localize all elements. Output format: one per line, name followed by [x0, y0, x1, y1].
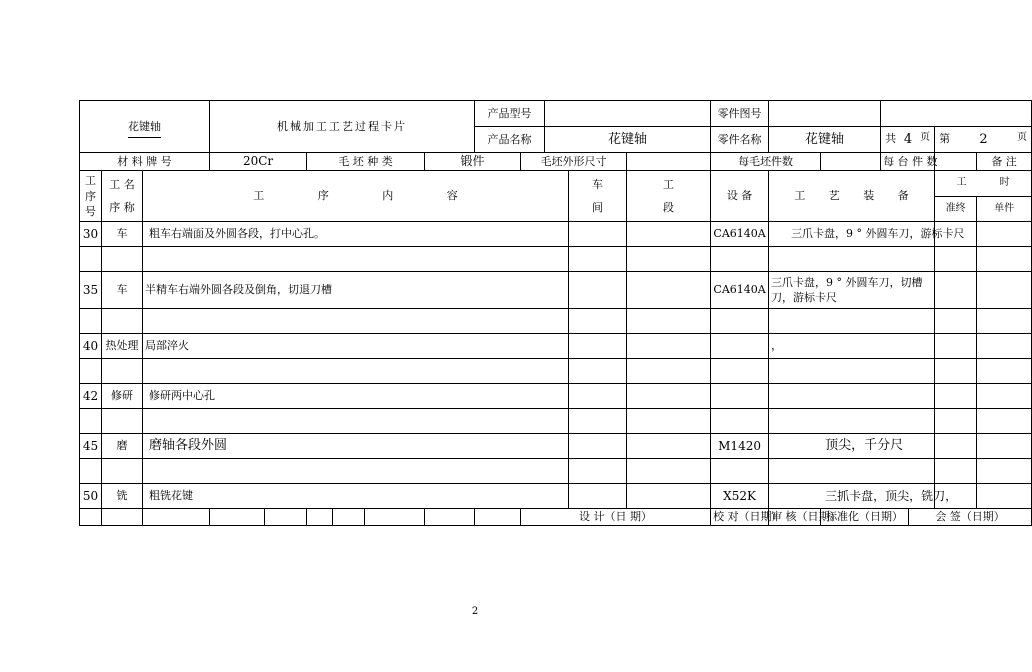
op-tooling: 三爪卡盘，9 ° 外圆车刀，切槽刀，游标卡尺 — [769, 272, 935, 309]
current-page: 2 — [979, 131, 988, 147]
op-time-prep — [935, 434, 977, 459]
col-workshop-1: 车 — [592, 178, 604, 191]
blank-size-value[interactable] — [627, 153, 711, 171]
table-row — [80, 409, 1032, 434]
op-equipment: M1420 — [711, 434, 769, 459]
page-number: 2 — [471, 606, 479, 617]
part-label: 花键轴 — [80, 101, 210, 153]
part-name-label: 零件名称 — [711, 127, 769, 153]
col-content-header: 工 序 内 容 — [143, 171, 569, 222]
design-signature[interactable]: 设 计（日 期） — [521, 509, 711, 526]
col-time-header — [935, 171, 1032, 222]
op-name: 热处理 — [102, 334, 143, 359]
current-label: 第 — [939, 131, 951, 145]
op-time-unit — [977, 434, 1032, 459]
card-title: 机械加工工艺过程卡片 — [210, 101, 475, 153]
op-workshop — [569, 384, 627, 409]
col-op-name-1: 工 名 — [109, 178, 135, 191]
op-name: 车 — [102, 222, 143, 247]
material-value[interactable]: 20Cr — [210, 153, 307, 171]
op-name: 车 — [102, 272, 143, 309]
op-time-unit — [977, 334, 1032, 359]
op-section — [627, 222, 711, 247]
op-workshop — [569, 334, 627, 359]
op-content: 半精车右端外圆各段及倒角，切退刀槽 — [143, 272, 569, 309]
table-row — [80, 309, 1032, 334]
op-section — [627, 272, 711, 309]
op-equipment: CA6140A — [711, 272, 769, 309]
review-signature[interactable]: 审 核（日期） — [769, 509, 821, 526]
op-workshop — [569, 272, 627, 309]
op-time-prep — [935, 334, 977, 359]
standard-signature[interactable]: 标准化（日期） — [821, 509, 909, 526]
op-content: 粗车右端面及外圆各段，打中心孔。 — [143, 222, 569, 247]
op-no: 40 — [80, 334, 102, 359]
countersign-signature[interactable]: 会 签（日期） — [909, 509, 1032, 526]
col-time-prep: 准终 — [935, 197, 977, 222]
page-count-cell — [881, 127, 935, 153]
op-tooling — [769, 384, 935, 409]
op-content: 磨轴各段外圆 — [143, 434, 569, 459]
op-time-unit — [977, 384, 1032, 409]
blank-type-label: 毛 坯 种 类 — [307, 153, 425, 171]
part-drawing-no-value[interactable] — [769, 101, 881, 127]
blank-type-value[interactable]: 锻件 — [425, 153, 521, 171]
op-section — [627, 434, 711, 459]
op-tooling: 三抓卡盘，顶尖，铣刀， — [769, 484, 935, 509]
op-tooling: 顶尖，千分尺 — [769, 434, 935, 459]
col-op-no-2: 序 — [85, 189, 96, 203]
per-blank-label: 每毛坯件数 — [711, 153, 821, 171]
op-content: 粗铣花键 — [143, 484, 569, 509]
op-no: 45 — [80, 434, 102, 459]
op-content: 修研两中心孔 — [143, 384, 569, 409]
current-unit: 页 — [1017, 131, 1028, 143]
product-model-value[interactable] — [545, 101, 711, 127]
op-no: 35 — [80, 272, 102, 309]
col-section-2: 段 — [663, 201, 675, 214]
op-section — [627, 384, 711, 409]
proofread-signature[interactable]: 校 对（日期） — [711, 509, 769, 526]
header-blank-cell — [881, 101, 1032, 127]
table-row — [80, 334, 1032, 359]
table-row — [80, 247, 1032, 272]
table-row — [80, 459, 1032, 484]
op-no: 30 — [80, 222, 102, 247]
op-no: 50 — [80, 484, 102, 509]
op-equipment: CA6140A — [711, 222, 769, 247]
table-row — [80, 272, 1032, 309]
col-tooling-header: 工 艺 装 备 — [769, 171, 935, 222]
col-equipment-header: 设 备 — [711, 171, 769, 222]
op-content: 局部淬火 — [143, 334, 569, 359]
col-op-no-header — [80, 171, 102, 222]
op-workshop — [569, 222, 627, 247]
product-name-label: 产品名称 — [475, 127, 545, 153]
material-label: 材 料 牌 号 — [80, 153, 210, 171]
op-name: 铣 — [102, 484, 143, 509]
product-name-value[interactable]: 花键轴 — [545, 127, 711, 153]
op-time-prep — [935, 272, 977, 309]
op-tooling: ， — [769, 334, 935, 359]
table-row — [80, 384, 1032, 409]
op-section — [627, 484, 711, 509]
col-workshop-header — [569, 171, 627, 222]
blank-size-label: 毛坯外形尺寸 — [521, 153, 627, 171]
per-unit-value[interactable] — [935, 153, 977, 171]
op-equipment — [711, 334, 769, 359]
op-workshop — [569, 484, 627, 509]
op-no: 42 — [80, 384, 102, 409]
table-row — [80, 434, 1032, 459]
col-op-name-2: 序 称 — [109, 201, 135, 214]
product-model-label: 产品型号 — [475, 101, 545, 127]
op-workshop — [569, 434, 627, 459]
col-section-header — [627, 171, 711, 222]
op-time-unit — [977, 222, 1032, 247]
table-row — [80, 484, 1032, 509]
current-page-cell — [935, 127, 1032, 153]
op-equipment — [711, 384, 769, 409]
col-time-unit: 单件 — [994, 202, 1015, 214]
op-time-unit — [977, 484, 1032, 509]
table-row — [80, 359, 1032, 384]
total-unit: 页 — [920, 131, 931, 143]
col-op-no-1: 工 — [85, 174, 96, 187]
col-workshop-2: 间 — [592, 201, 604, 214]
op-section — [627, 334, 711, 359]
col-op-name-header — [102, 171, 143, 222]
per-blank-value[interactable] — [821, 153, 881, 171]
part-name-value[interactable]: 花键轴 — [769, 127, 881, 153]
col-section-1: 工 — [663, 178, 675, 191]
col-op-no-3: 号 — [85, 205, 96, 218]
op-name: 修研 — [102, 384, 143, 409]
process-card-table — [79, 100, 1032, 526]
part-drawing-no-label: 零件图号 — [711, 101, 769, 127]
per-unit-label: 每 台 件 数 — [881, 153, 935, 171]
op-name: 磨 — [102, 434, 143, 459]
op-time-unit — [977, 272, 1032, 309]
op-time-prep — [935, 384, 977, 409]
op-tooling: 三爪卡盘，9 ° 外圆车刀，游标卡尺 — [769, 222, 935, 247]
table-row — [80, 222, 1032, 247]
remark-label: 备 注 — [977, 153, 1032, 171]
total-pages: 4 — [903, 131, 913, 147]
op-equipment: X52K — [711, 484, 769, 509]
total-label: 共 — [885, 131, 897, 145]
signature-row — [80, 509, 1032, 526]
col-time-title: 工 时 — [935, 171, 1031, 197]
